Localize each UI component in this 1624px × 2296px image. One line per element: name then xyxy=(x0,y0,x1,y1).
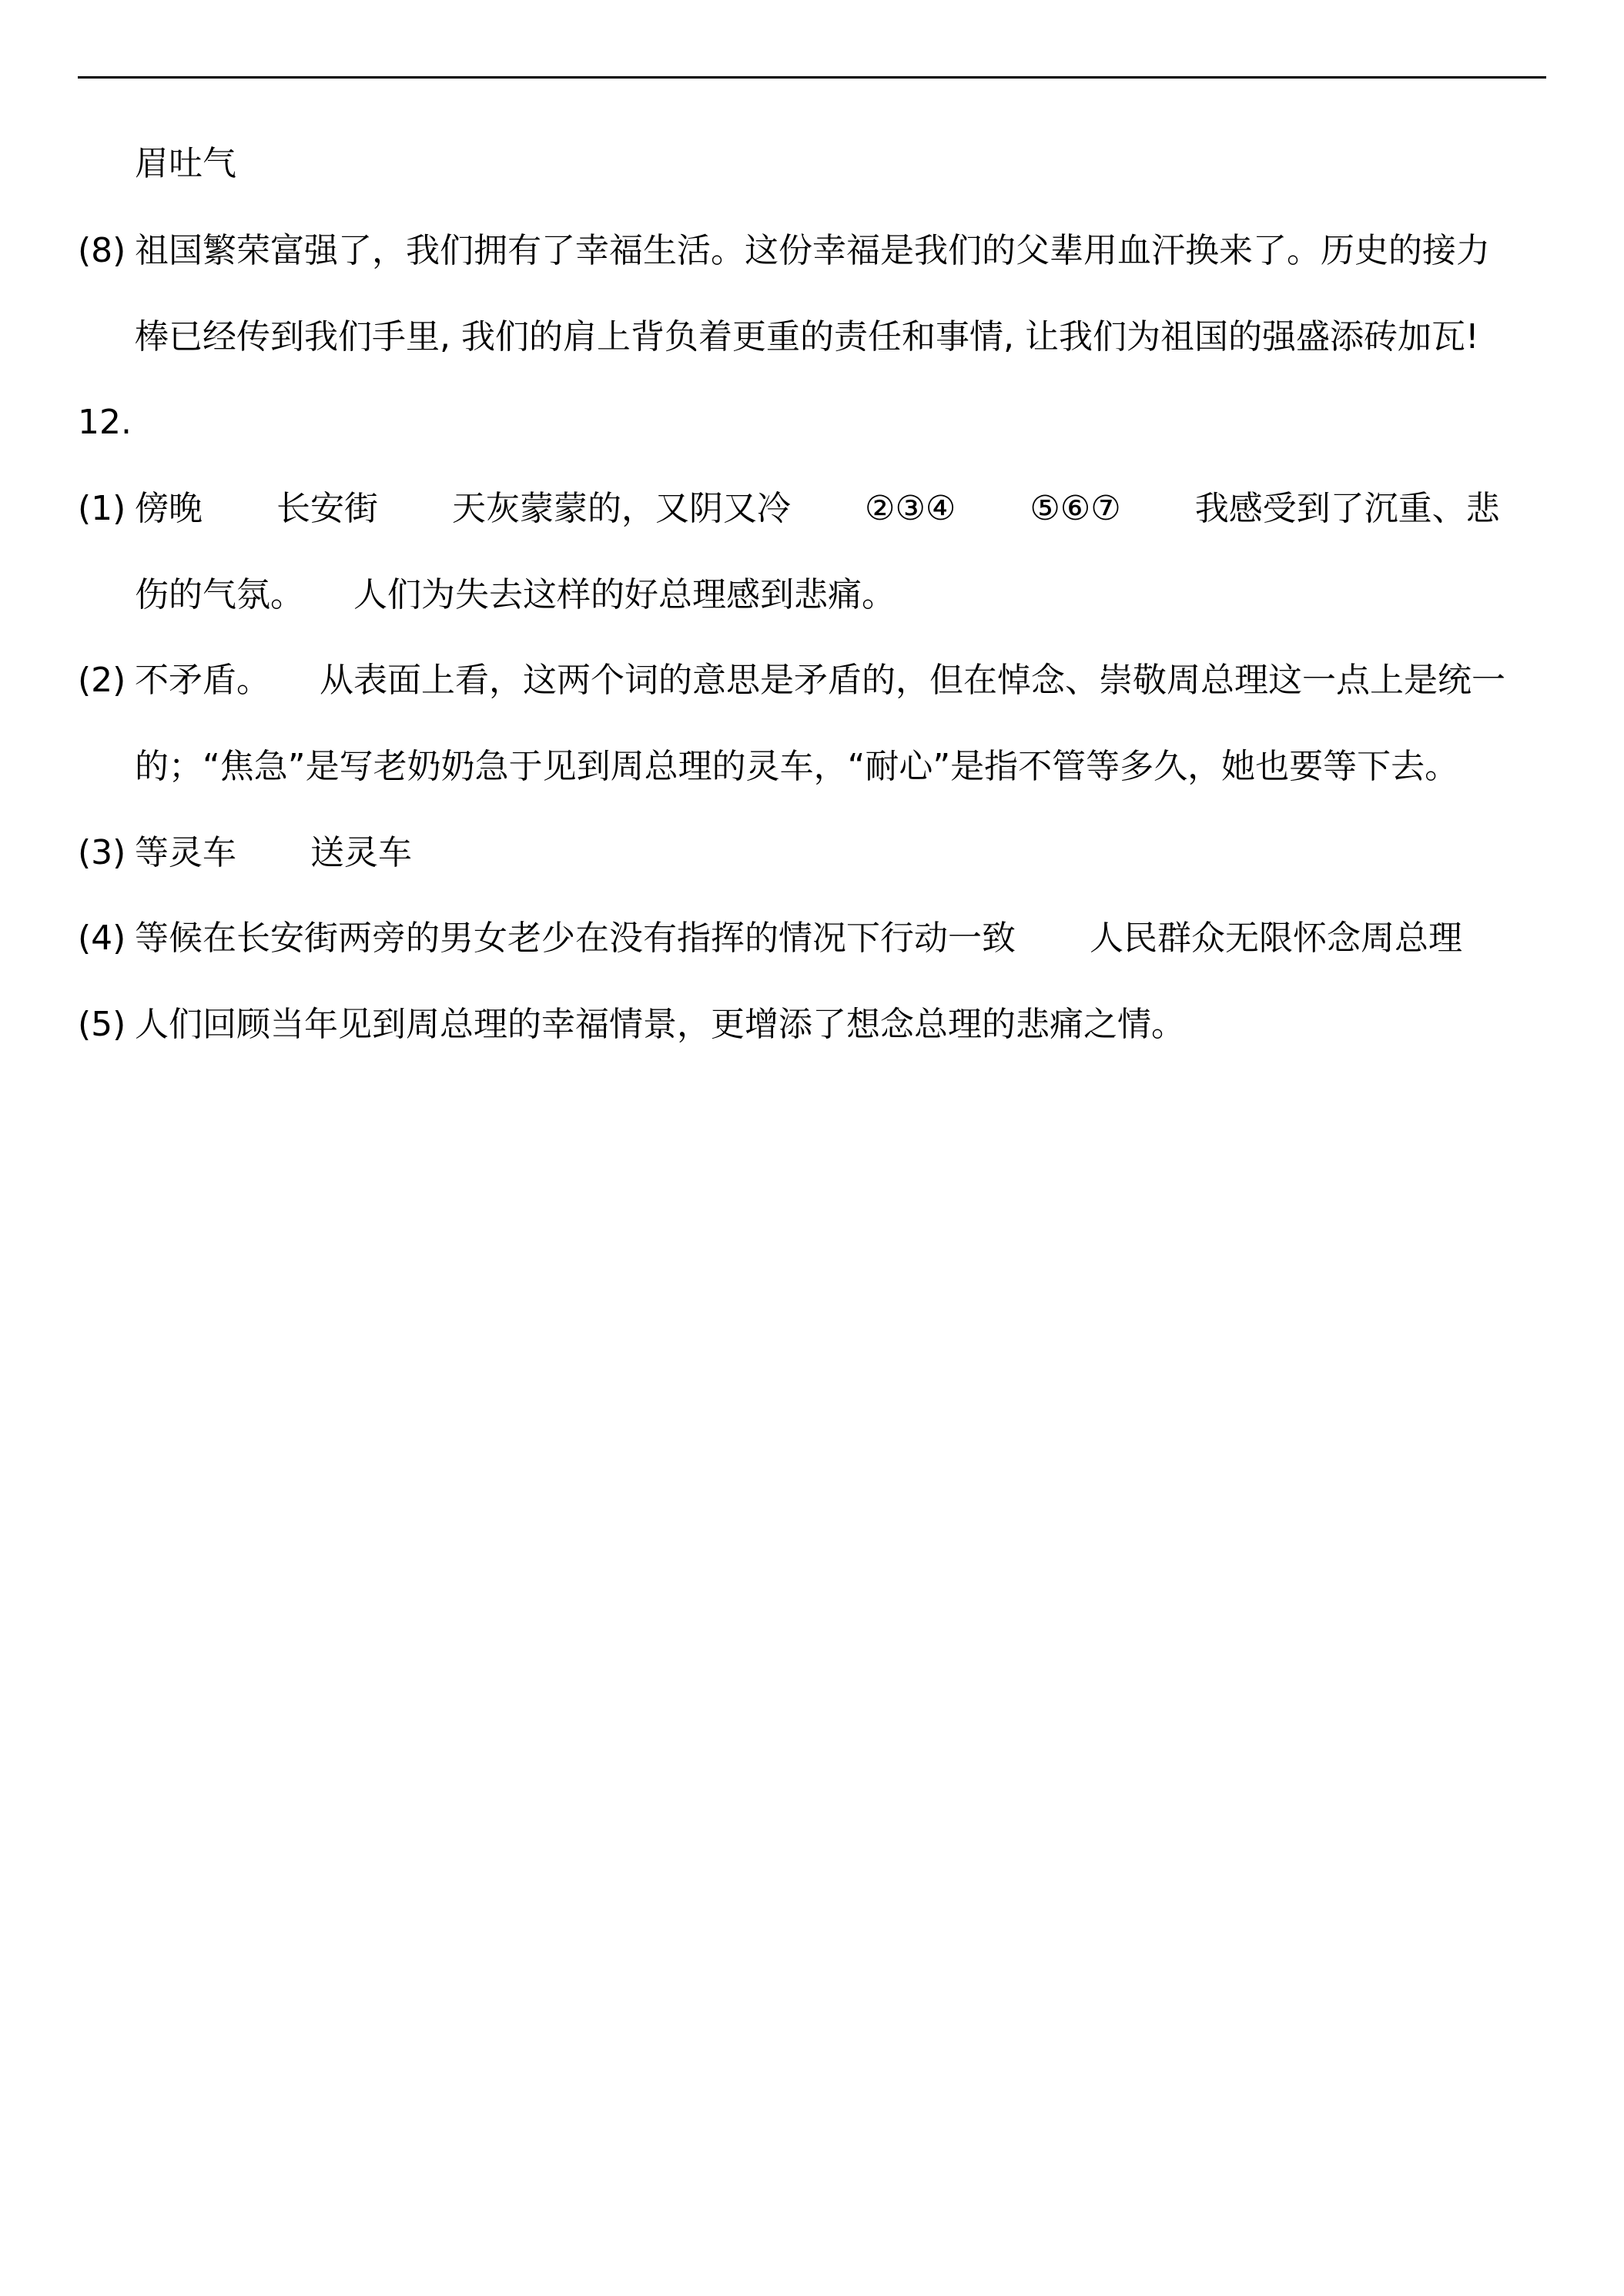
previous-item-continuation: 眉吐气 xyxy=(135,144,236,183)
answer-feeling-cont: 伤的气氛。 xyxy=(135,575,304,614)
answer-send: 送灵车 xyxy=(310,833,412,872)
q12-item-3-number: (3) xyxy=(78,833,126,872)
q12-item-3-line xyxy=(135,830,412,876)
item-8-line-1: 祖国繁荣富强了，我们拥有了幸福生活。这份幸福是我们的父辈用血汗换来了。历史的接力 xyxy=(135,231,1490,270)
q12-item-4-number: (4) xyxy=(78,919,126,958)
answer-meaning: 人民群众无限怀念周总理 xyxy=(1090,919,1462,958)
answer-explanation: 从表面上看，这两个词的意思是矛盾的，但在悼念、崇敬周总理这一点上是统一 xyxy=(320,661,1505,700)
q12-item-5-number: (5) xyxy=(78,1005,126,1044)
q12-item-5-line: 人们回顾当年见到周总理的幸福情景，更增添了想念总理的悲痛之情。 xyxy=(135,1005,1185,1044)
answer-time: 傍晚 xyxy=(135,489,203,528)
question-12-heading: 12. xyxy=(78,403,132,442)
item-8-number: (8) xyxy=(78,231,126,270)
q12-item-1-line-1 xyxy=(135,486,1500,532)
answer-wait: 等灵车 xyxy=(135,833,236,872)
q12-item-1-number: (1) xyxy=(78,489,126,528)
header-rule xyxy=(78,76,1546,79)
answer-reason: 人们为失去这样的好总理感到悲痛。 xyxy=(353,575,896,614)
answer-sentences-a: ②③④ xyxy=(865,489,956,528)
answer-verdict: 不矛盾。 xyxy=(135,661,270,700)
q12-item-1-line-2 xyxy=(135,572,896,618)
q12-item-2-line-2: 的；“焦急”是写老奶奶急于见到周总理的灵车，“耐心”是指不管等多久，她也要等下去。 xyxy=(135,747,1459,786)
q12-item-2-line-1 xyxy=(135,658,1505,704)
q12-item-4-line xyxy=(135,915,1462,962)
answer-action: 等候在长安街两旁的男女老少在没有指挥的情况下行动一致 xyxy=(135,919,1016,958)
answer-weather: 天灰蒙蒙的，又阴又冷 xyxy=(452,489,791,528)
answer-place: 长安街 xyxy=(276,489,378,528)
answer-feeling: 我感受到了沉重、悲 xyxy=(1194,489,1500,528)
q12-item-2-number: (2) xyxy=(78,661,126,700)
item-8-line-2: 棒已经传到我们手里, 我们的肩上背负着更重的责任和事情, 让我们为祖国的强盛添砖加瓦! xyxy=(135,317,1479,356)
answer-sentences-b: ⑤⑥⑦ xyxy=(1030,489,1121,528)
